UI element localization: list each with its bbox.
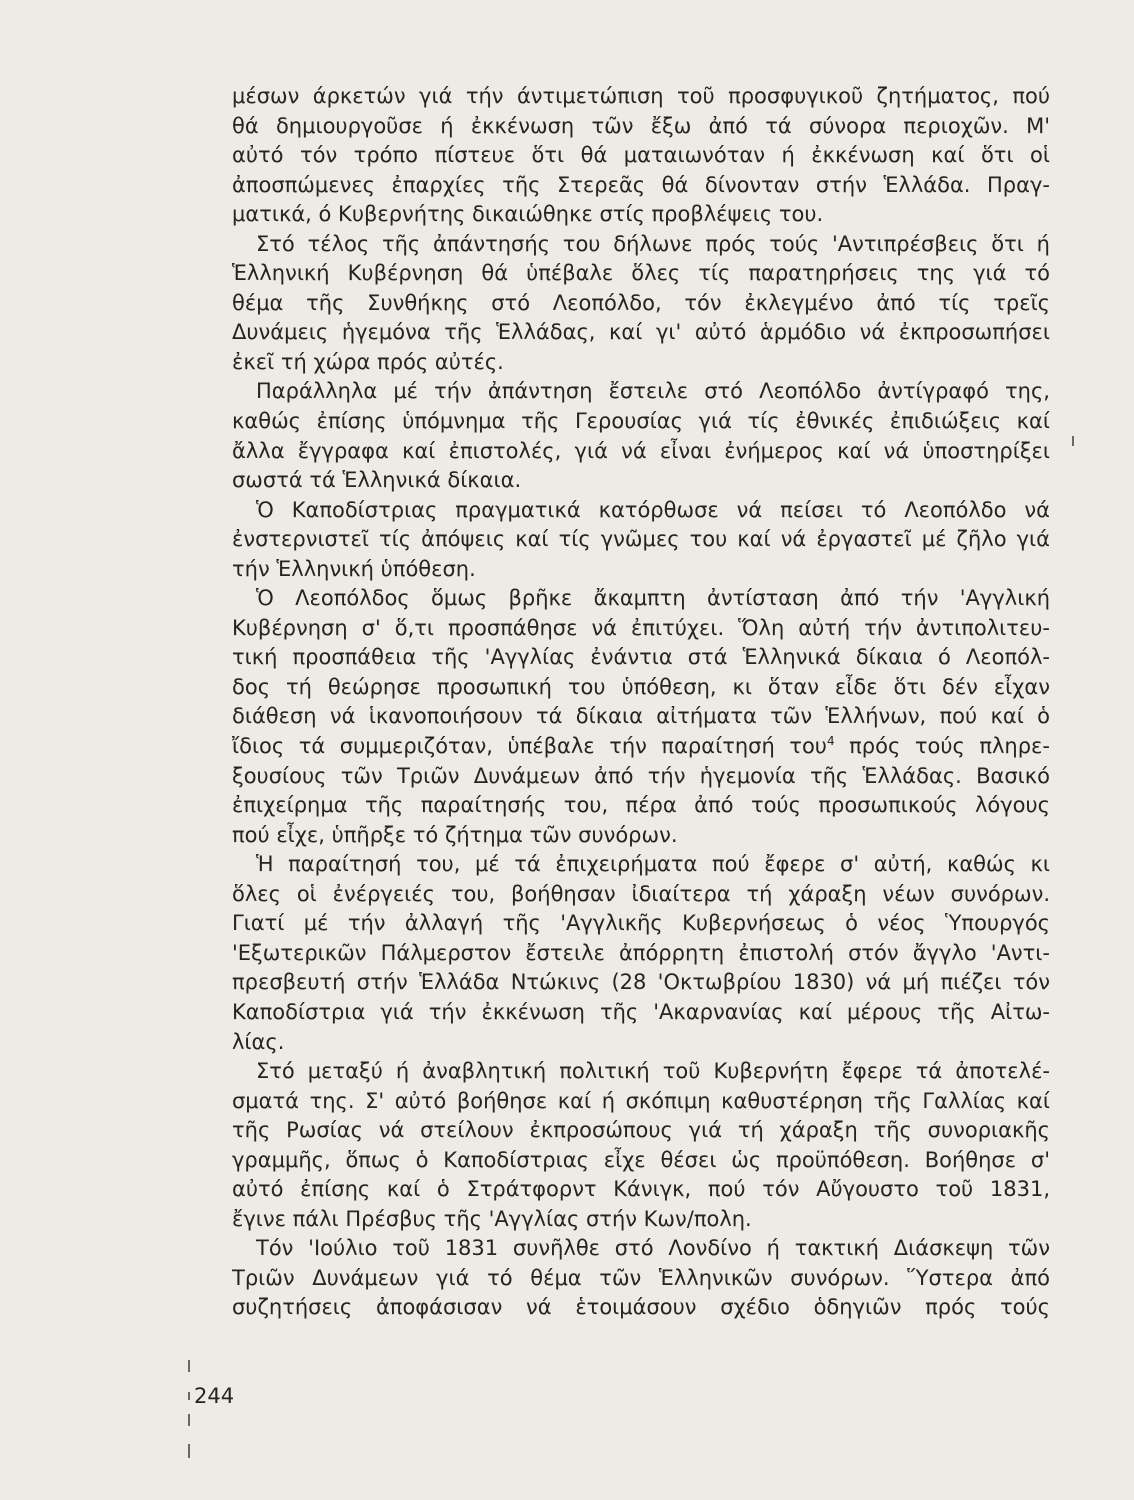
text-line: ἀποσπώμενες ἐπαρχίες τῆς Στερεᾶς θά δίνονταν στήν Ἑλλάδα. Πραγ- bbox=[232, 172, 1050, 197]
text-line: σματά της. Σ' αὐτό βοήθησε καί ή σκόπιμη καθυστέρηση τῆς Γαλλίας καί bbox=[232, 1088, 1050, 1113]
text-line-with-footnote bbox=[232, 732, 1050, 762]
text-line: λίας. bbox=[232, 1029, 285, 1054]
text-line: διάθεση νά ἱκανοποιήσουν τά δίκαια αἰτήματα τῶν Ἑλλήνων, πού καί ὁ bbox=[232, 704, 1050, 729]
scan-artifact-mark bbox=[1072, 436, 1074, 446]
text-line: Παράλληλα μέ τήν ἀπάντηση ἔστειλε στό Λεοπόλδο ἀντίγραφό της, bbox=[256, 379, 1050, 404]
text-line: τῆς Ρωσίας νά στείλουν ἐκπροσώπους γιά τή χάραξη τῆς συνοριακῆς bbox=[232, 1118, 1050, 1143]
text-line: Ὁ Καποδίστριας πραγματικά κατόρθωσε νά πείσει τό Λεοπόλδο νά bbox=[256, 497, 1050, 522]
text-line: Γιατί μέ τήν ἀλλαγή τῆς 'Αγγλικῆς Κυβερνήσεως ὁ νέος Ὑπουργός bbox=[232, 911, 1050, 936]
text-line: συζητήσεις ἀποφάσισαν νά ἑτοιμάσουν σχέδιο ὁδηγιῶν πρός τούς bbox=[232, 1295, 1050, 1320]
text-line: Στό τέλος τῆς ἀπάντησής του δήλωνε πρός τούς 'Αντιπρέσβεις ὅτι ή bbox=[256, 231, 1050, 256]
text-line: ματικά, ό Κυβερνήτης δικαιώθηκε στίς προβλέψεις του. bbox=[232, 202, 824, 227]
text-line: 'Εξωτερικῶν Πάλμερστον ἔστειλε ἀπόρρητη ἐπιστολή στόν ἄγγλο 'Αντι- bbox=[232, 940, 1050, 965]
text-line: ξουσίους τῶν Τριῶν Δυνάμεων ἀπό τήν ἡγεμονία τῆς Ἑλλάδας. Βασικό bbox=[232, 763, 1050, 788]
body-text bbox=[232, 82, 1050, 1323]
text-line: ὅλες οἱ ἐνέργειές του, βοήθησαν ἰδιαίτερα τή χάραξη νέων συνόρων. bbox=[232, 881, 1050, 906]
scan-artifact-mark bbox=[188, 1414, 190, 1426]
text-line: Καποδίστρια γιά τήν ἐκκένωση τῆς 'Ακαρνανίας καί μέρους τῆς Αἰτω- bbox=[232, 999, 1050, 1024]
text-line: τική προσπάθεια τῆς 'Αγγλίας ἐνάντια στά Ἑλληνικά δίκαια ό Λεοπόλ- bbox=[232, 645, 1050, 670]
page-number: 244 bbox=[194, 1384, 235, 1408]
text-line: θά δημιουργοῦσε ή ἐκκένωση τῶν ἔξω ἀπό τά σύνορα περιοχῶν. Μ' bbox=[232, 113, 1050, 138]
text-line: Κυβέρνηση σ' ὅ,τι προσπάθησε νά ἐπιτύχει. Ὅλη αὐτή τήν ἀντιπολιτευ- bbox=[232, 615, 1050, 640]
text-line: ἄλλα ἔγγραφα καί ἐπιστολές, γιά νά εἶναι ἐνήμερος καί νά ὑποστηρίξει bbox=[232, 438, 1050, 463]
scan-artifact-mark bbox=[188, 1444, 190, 1458]
text-line: καθώς ἐπίσης ὑπόμνημα τῆς Γερουσίας γιά τίς ἐθνικές ἐπιδιώξεις καί bbox=[232, 409, 1050, 434]
text-line: Τόν 'Ιούλιο τοῦ 1831 συνῆλθε στό Λονδίνο ή τακτική Διάσκεψη τῶν bbox=[256, 1236, 1050, 1261]
text-line: ἐνστερνιστεῖ τίς ἀπόψεις καί τίς γνῶμες του καί νά ἐργαστεῖ μέ ζῆλο γιά bbox=[232, 527, 1050, 552]
text-line: ἐπιχείρημα τῆς παραίτησής του, πέρα ἀπό τούς προσωπικούς λόγους bbox=[232, 793, 1050, 818]
scan-artifact-mark bbox=[188, 1360, 190, 1372]
scan-artifact-mark bbox=[188, 1392, 190, 1400]
text-line: πρεσβευτή στήν Ἑλλάδα Ντώκινς (28 'Οκτωβρίου 1830) νά μή πιέζει τόν bbox=[232, 970, 1050, 995]
text-line: Ἑλληνική Κυβέρνηση θά ὑπέβαλε ὅλες τίς παρατηρήσεις της γιά τό bbox=[232, 261, 1050, 286]
text-line: θέμα τῆς Συνθήκης στό Λεοπόλδο, τόν ἐκλεγμένο ἀπό τίς τρεῖς bbox=[232, 290, 1050, 315]
text-line: Ἡ παραίτησή του, μέ τά ἐπιχειρήματα πού ἔφερε σ' αὐτή, καθώς κι bbox=[256, 852, 1050, 877]
text-line: Στό μεταξύ ή ἀναβλητική πολιτική τοῦ Κυβερνήτη ἔφερε τά ἀποτελέ- bbox=[256, 1059, 1050, 1084]
text-line: πού εἶχε, ὑπῆρξε τό ζήτημα τῶν συνόρων. bbox=[232, 822, 678, 847]
footnote-reference: 4 bbox=[826, 734, 835, 749]
text-segment: πρός τούς πληρε- bbox=[849, 734, 1050, 759]
text-line: αὐτό τόν τρόπο πίστευε ὅτι θά ματαιωνόταν ή ἐκκένωση καί ὅτι οἱ bbox=[232, 143, 1050, 168]
text-line: Δυνάμεις ἡγεμόνα τῆς Ἑλλάδας, καί γι' αὐτό ἁρμόδιο νά ἐκπροσωπήσει bbox=[232, 320, 1050, 345]
text-segment: ἴδιος τά συμμεριζόταν, ὑπέβαλε τήν παραίτησή του bbox=[232, 734, 827, 759]
text-line: δος τή θεώρησε προσωπική του ὑπόθεση, κι ὅταν εἶδε ὅτι δέν εἶχαν bbox=[232, 674, 1050, 699]
text-line: σωστά τά Ἑλληνικά δίκαια. bbox=[232, 468, 522, 493]
text-line: Τριῶν Δυνάμεων γιά τό θέμα τῶν Ἑλληνικῶν συνόρων. Ὕστερα ἀπό bbox=[232, 1265, 1050, 1290]
text-line: ἔγινε πάλι Πρέσβυς τῆς 'Αγγλίας στήν Κων/πολη. bbox=[232, 1206, 752, 1231]
text-line: ἐκεῖ τή χώρα πρός αὐτές. bbox=[232, 349, 504, 374]
text-line: τήν Ἑλληνική ὑπόθεση. bbox=[232, 556, 476, 581]
text-line: αὐτό ἐπίσης καί ὁ Στράτφορντ Κάνιγκ, πού τόν Αὔγουστο τοῦ 1831, bbox=[232, 1177, 1050, 1202]
text-line: γραμμῆς, ὅπως ὁ Καποδίστριας εἶχε θέσει ὡς προϋπόθεση. Βοήθησε σ' bbox=[232, 1147, 1050, 1172]
text-line: Ὁ Λεοπόλδος ὅμως βρῆκε ἄκαμπτη ἀντίσταση ἀπό τήν 'Αγγλική bbox=[256, 586, 1050, 611]
text-line: μέσων άρκετών γιά τήν άντιμετώπιση τοῦ προσφυγικοῦ ζητήματος, πού bbox=[232, 84, 1050, 108]
